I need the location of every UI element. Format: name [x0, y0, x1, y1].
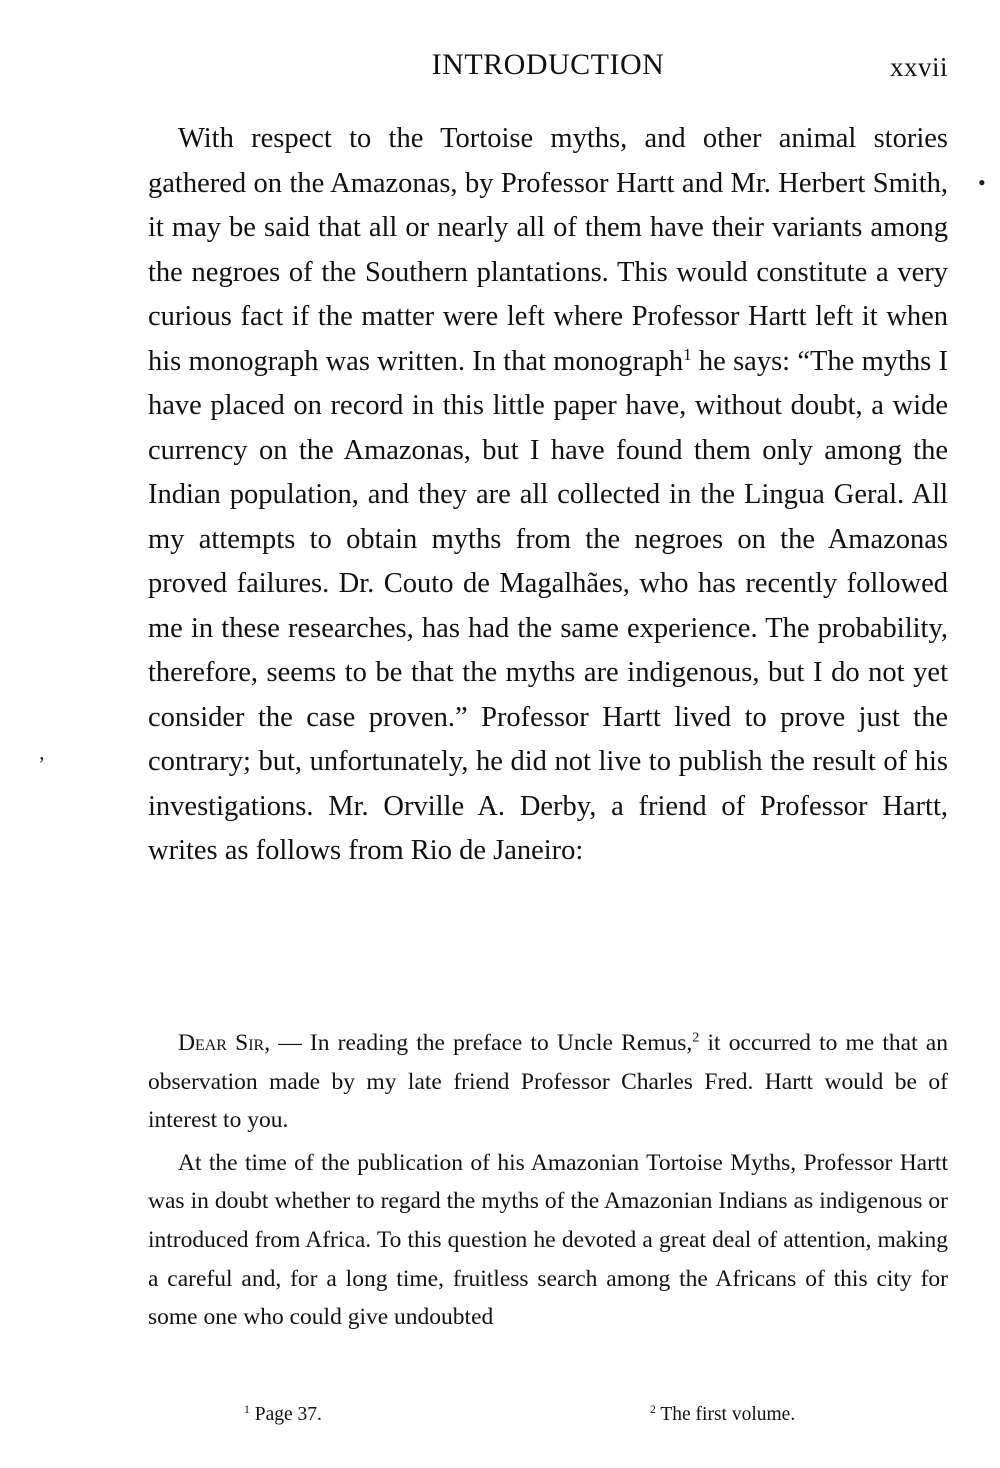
footnote-2 [650, 1404, 795, 1426]
footnote-1 [244, 1404, 322, 1426]
footnote-2-marker: 2 [650, 1402, 656, 1416]
main-paragraph [148, 117, 948, 874]
letter-paragraph-2: At the time of the publication of his Amazonian Tortoise Myths, Professor Hartt was in doubt whether to regard the myths of the Amazonian Indians as indigenous or introduced from Africa. To this question he devoted a great deal of attention, making a careful and, for a long time, fruitless search among the Africans of this city for some one who could give undoubted [148, 1149, 948, 1331]
page-number: xxvii [889, 52, 948, 82]
margin-tick-mark: ʼ [38, 752, 46, 777]
footnote-reference-2: 2 [692, 1029, 700, 1046]
main-paragraph-text-part-2: he says: “The myths I have placed on record in this little paper have, without doubt, a wide currency on the Amazonas, but I have found them only among the Indian population, and they are all collected in the Lingua Geral. All my attempts to obtain myths from the negroes on the Amazonas proved failures. Dr. Couto de Magalhães, who has recently followed me in these researches, has had the same experience. The probability, therefore, seems to be that the myths are indigenous, but I do not yet consider the case proven.” Professor Hartt lived to prove just the contrary; but, unfortunately, he did not live to publish the result of his investigations. Mr. Orville A. Derby, a friend of Professor Hartt, writes as follows from Rio de Janeiro: [148, 345, 948, 866]
running-title: INTRODUCTION [431, 48, 665, 81]
main-paragraph-text-part-1: With respect to the Tortoise myths, and other animal stories gathered on the Amazonas, by Professor Hartt and Mr. Herbert Smith, it may be said that all or nearly all of them have their variants among the negroes of the Southern plantations. This would constitute a very curious fact if the matter were left where Professor Hartt left it when his monograph was written. In that monograph [148, 123, 948, 377]
footnote-1-marker: 1 [244, 1402, 250, 1416]
letter-salutation: Dear Sir, [178, 1030, 271, 1056]
footnote-1-text: Page 37. [249, 1404, 322, 1425]
quoted-letter [148, 1024, 948, 1337]
letter-paragraph-1-text-part-1: — In reading the preface to Uncle Remus, [270, 1030, 693, 1056]
letter-paragraph-1 [148, 1024, 948, 1140]
margin-dot-mark: • [978, 170, 986, 195]
footnotes [148, 1404, 948, 1434]
running-head [148, 48, 948, 88]
footnote-2-text: The first volume. [655, 1404, 796, 1425]
footnote-reference-1: 1 [683, 344, 692, 364]
letter-paragraph-1-text-part-2: it occurred to me that an observation made by my late friend Professor Charles Fred. Hartt would be of interest to you. [148, 1030, 948, 1134]
